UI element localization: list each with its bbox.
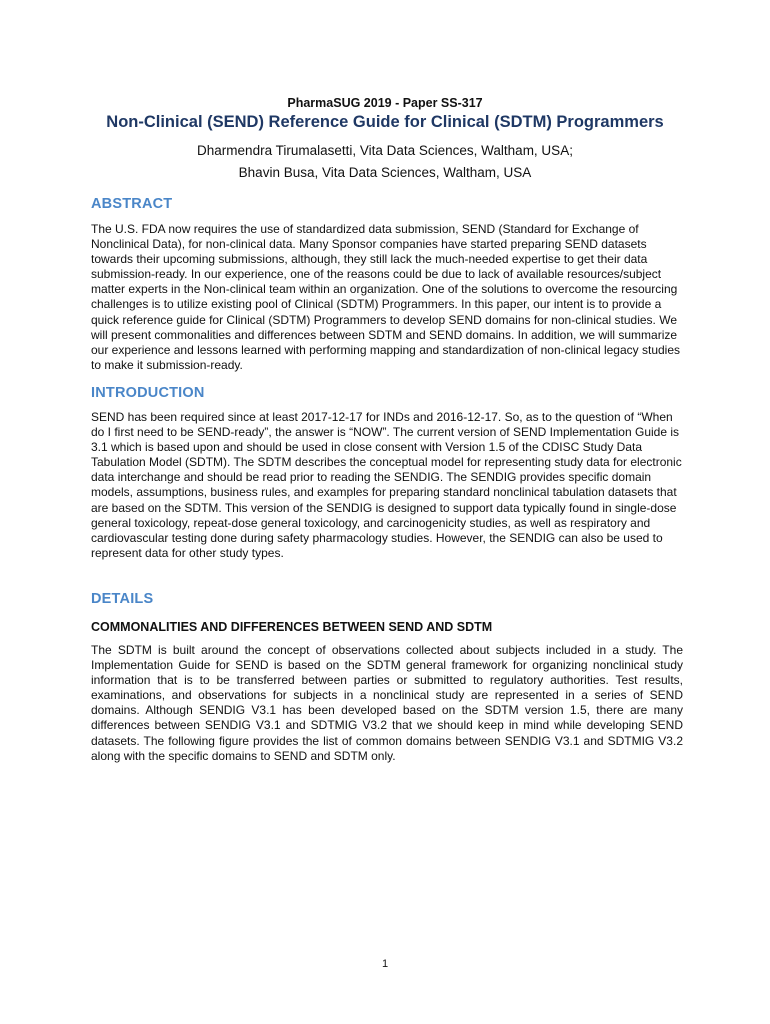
details-body: The SDTM is built around the concept of observations collected about subjects included in a study. The Implementation Guide for SEND is based on the SDTM general framework for organizing nonclinical study information that is to be transferred between parties or submitted to regulatory authorities. Test results, examinations, and observations for subjects in a nonclinical study are represented in a series of SEND domains. Although SENDIG V3.1 has been developed based on the SDTM version 1.5, there are many differences between SENDIG V3.1 and SDTMIG V3.2 that we should keep in mind while developing SEND datasets. The following figure provides the list of common domains between SENDIG V3.1 and SDTMIG V3.2 along with the specific domains to SEND and SDTM only. (91, 643, 683, 763)
details-subheading: COMMONALITIES AND DIFFERENCES BETWEEN SEND AND SDTM (91, 620, 493, 634)
introduction-body: SEND has been required since at least 2017-12-17 for INDs and 2016-12-17. So, as to the question of “When do I first need to be SEND-ready”, the answer is “NOW”. The current version of SEND Implementation Guide is 3.1 which is based upon and should be used in close consent with Version 1.5 of the CDISC Study Data Tabulation Model (SDTM). The SDTM describes the conceptual model for representing study data for electronic data interchange and should be read prior to reading the SENDIG. The SENDIG provides specific domain models, assumptions, business rules, and examples for preparing standard nonclinical tabulation datasets that are based on the SDTM. This version of the SENDIG is designed to support data typically found in single-dose general toxicology, repeat-dose general toxicology, and carcinogenicity studies, as well as respiratory and cardiovascular testing done during safety pharmacology studies. However, the SENDIG can also be used to represent data for other study types. (91, 410, 682, 560)
abstract-heading: ABSTRACT (91, 196, 173, 212)
details-heading: DETAILS (91, 591, 154, 607)
author-line-2: Bhavin Busa, Vita Data Sciences, Waltham, USA (238, 165, 532, 180)
abstract-body: The U.S. FDA now requires the use of standardized data submission, SEND (Standard for Exchange of Nonclinical Data), for non-clinical data. Many Sponsor companies have started preparing SEND datasets towards their upcoming submissions, although, they still lack the much-needed expertise to get their data submission-ready. In our experience, one of the reasons could be due to lack of available resources/subject matter experts in the Non-clinical team within an organization. One of the solutions to overcome the resourcing challenges is to utilize existing pool of Clinical (SDTM) Programmers. In this paper, our intent is to provide a quick reference guide for Clinical (SDTM) Programmers to develop SEND domains for non-clinical studies. We will present commonalities and differences between SDTM and SEND domains. In addition, we will summarize our experience and lessons learned with performing mapping and standardization of non-clinical legacy studies to make it submission-ready. (91, 222, 681, 372)
page-number: 1 (381, 958, 389, 970)
paper-title: Non-Clinical (SEND) Reference Guide for Clinical (SDTM) Programmers (106, 113, 664, 131)
author-line-1: Dharmendra Tirumalasetti, Vita Data Sciences, Waltham, USA; (197, 143, 573, 158)
conference-line: PharmaSUG 2019 - Paper SS-317 (287, 96, 483, 110)
introduction-heading: INTRODUCTION (91, 385, 205, 401)
